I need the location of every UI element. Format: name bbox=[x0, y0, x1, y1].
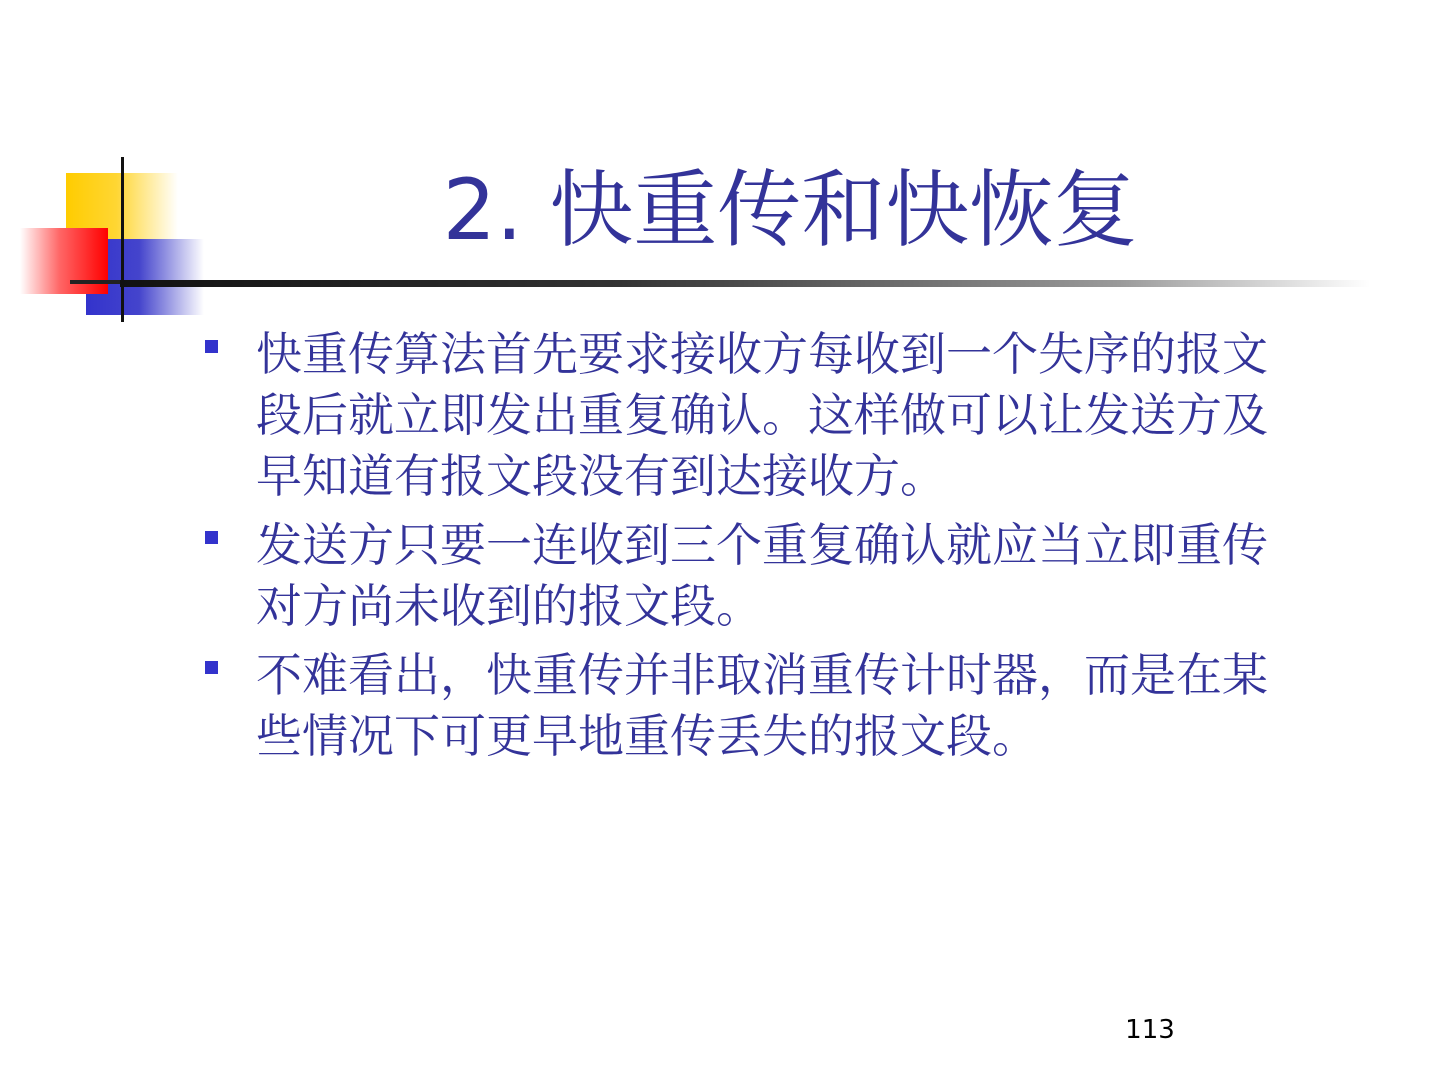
logo-vertical-line bbox=[121, 157, 124, 322]
square-bullet-icon bbox=[205, 340, 218, 353]
bullet-item bbox=[200, 645, 1300, 767]
title-underline bbox=[120, 280, 1370, 287]
square-bullet-icon bbox=[205, 531, 218, 544]
bullet-text: 快重传算法首先要求接收方每收到一个失序的报文段后就立即发出重复确认。这样做可以让发送方及早知道有报文段没有到达接收方。 bbox=[256, 327, 1268, 503]
page-number: 113 bbox=[1125, 1015, 1175, 1045]
slide-title: 2. 快重传和快恢复 bbox=[442, 161, 1138, 259]
logo-red-square bbox=[20, 228, 108, 294]
bullet-list bbox=[200, 324, 1300, 775]
bullet-item bbox=[200, 324, 1300, 507]
bullet-text: 不难看出，快重传并非取消重传计时器，而是在某些情况下可更早地重传丢失的报文段。 bbox=[256, 648, 1268, 763]
square-bullet-icon bbox=[205, 661, 218, 674]
bullet-text: 发送方只要一连收到三个重复确认就应当立即重传对方尚未收到的报文段。 bbox=[256, 518, 1268, 633]
bullet-item bbox=[200, 515, 1300, 637]
